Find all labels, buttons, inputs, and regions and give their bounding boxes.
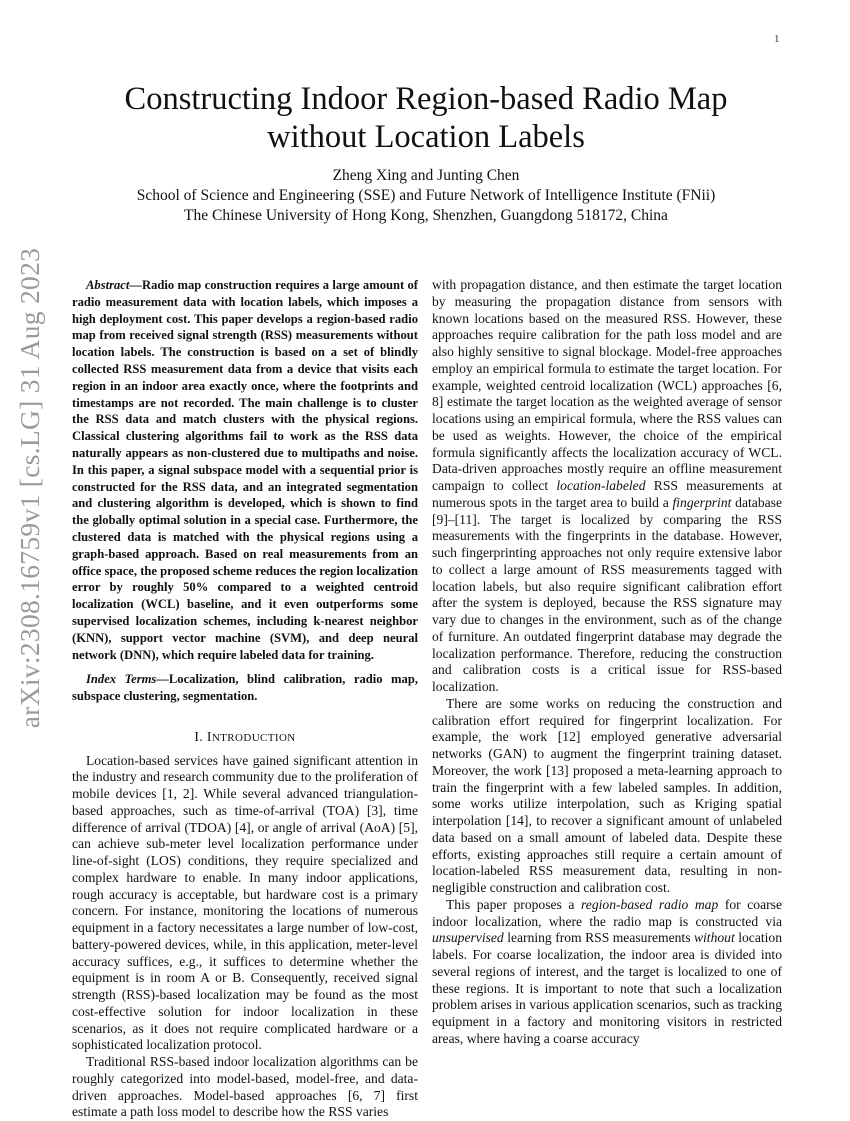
- intro-paragraph-1: Location-based services have gained significant attention in the industry and research community due to the proliferation of mobile devices [1, 2]. While several advanced triangulation-based approaches, such as time-of-arrival (TOA) [3], time difference of arrival (TDOA) [4], or angle of arrival (AoA) [5], can achieve sub-meter level localization performance under line-of-sight (LOS) conditions, they require specialized and complex hardware to enable. In many indoor applications, rough accuracy is acceptable, but hardware cost is a primary concern. For instance, monitoring the locations of numerous equipment in a factory necessitates a large number of low-cost, battery-powered devices, while, in this application, meter-level accuracy suffices, e.g., it suffices to determine whether the equipment is in room A or B. Consequently, received signal strength (RSS)-based localization may be found as the most cost-effective solution for indoor localization in these scenarios, as it does not require complicated hardware or a sophisticated localization protocol.: [72, 752, 418, 1053]
- intro-paragraph-2: Traditional RSS-based indoor localization algorithms can be roughly categorized into model-based, model-free, and data-driven approaches. Model-based approaches [6, 7] first estimate a path loss model to describe how the RSS varies: [72, 1054, 418, 1120]
- abstract: [72, 277, 418, 663]
- emphasis: unsupervised: [432, 930, 504, 946]
- title-line-2: without Location Labels: [267, 119, 585, 155]
- text-run: location labels. For coarse localization, the indoor area is divided into several regions of interest, and the target is localized to one of these regions. It is important to note that such a localization problem arises in various application scenarios, such as tracking equipment in a factory and monitoring visitors in restricted areas, where having a coarse accuracy: [432, 930, 782, 1046]
- left-column: [72, 277, 418, 1121]
- abstract-dash: —: [129, 278, 142, 292]
- text-run: This paper proposes a: [446, 896, 582, 912]
- author-block: [70, 166, 782, 226]
- abstract-label: Abstract: [86, 278, 130, 292]
- text-run: with propagation distance, and then estimate the target location by measuring the propagation distance from sensors with known locations based on the measured RSS. However, these approaches require calibration for the path loss model and are also highly sensitive to signal blockage. Model-free approaches employ an empirical formula to estimate the target location. For example, weighted centroid localization (WCL) approaches [6, 8] estimate the target location as the weighted average of sensor locations using an empirical formula, where the RSS values can be used as weights. However, the choice of the empirical formula significantly affects the localization accuracy of WCL. Data-driven approaches mostly require an offline measurement campaign to collect: [432, 277, 782, 493]
- page-number: 1: [774, 33, 780, 45]
- affiliation-line-2: The Chinese University of Hong Kong, Shenzhen, Guangdong 518172, China: [184, 207, 668, 224]
- intro-paragraph-4: [432, 897, 782, 1048]
- index-terms-label: Index Terms: [86, 672, 157, 687]
- intro-paragraph-3: There are some works on reducing the construction and calibration effort required for fingerprint localization. For example, the work [12] employed generative adversarial networks (GAN) to augment the fingerprint training dataset. Moreover, the work [13] proposed a meta-learning approach to train the fingerprint with a few labeled samples. In addition, some works utilize interpolation, such as Kriging spatial interpolation [14], to recover a significant amount of unlabeled data based on a small amount of labeled data. Despite these efforts, existing approaches still require a certain amount of location-labeled RSS measurement data, resulting in non-negligible construction and calibration cost.: [432, 695, 782, 895]
- emphasis: region-based radio map: [581, 896, 719, 912]
- text-run: learning from RSS measurements: [503, 930, 694, 946]
- arxiv-stamp: arXiv:2308.16759v1 [cs.LG] 31 Aug 2023: [14, 247, 45, 729]
- authors: Zheng Xing and Junting Chen: [332, 167, 520, 184]
- section-heading-introduction: [72, 729, 418, 747]
- text-run: database [9]–[11]. The target is localized by comparing the RSS measurements with the fingerprints in the database. However, such fingerprinting approaches not only require extensive labor to collect a large amount of RSS measurements tagged with location labels, but also require significant calibration effort after the system is deployed, because the RSS signature may vary due to changes in the environment, such as of the change of furniture. An outdated fingerprint database may degrade the localization performance. Therefore, reducing the construction and calibration costs is a critical issue for RSS-based localization.: [432, 494, 782, 694]
- section-heading-rest: NTRODUCTION: [211, 731, 296, 744]
- intro-paragraph-2-continued: [432, 277, 782, 696]
- right-column: [432, 277, 782, 1048]
- abstract-text: Radio map construction requires a large amount of radio measurement data with location labels, which imposes a high deployment cost. This paper develops a region-based radio map from received signal strength (RSS) measurements without location labels. The construction is based on a set of blindly collected RSS measurement data from a device that visits each region in an indoor area exactly once, where the footprints and timestamps are not recorded. The main challenge is to cluster the RSS data and match clusters with the physical regions. Classical clustering algorithms fail to work as the RSS data naturally appears as non-clustered due to multipaths and noise. In this paper, a signal subspace model with a sequential prior is constructed for the RSS data, and an integrated segmentation and clustering algorithm is developed, which is shown to find the globally optimal solution in a special case. Furthermore, the clustered data is matched with the physical regions using a graph-based approach. Based on real measurements from an office space, the proposed scheme reduces the region localization error by roughly 50% compared to a weighted centroid localization (WCL) baseline, and it even outperforms some supervised localization schemes, including k-nearest neighbor (KNN), support vector machine (SVM), and deep neural network (DNN), which require labeled data for training.: [72, 278, 418, 662]
- affiliation-line-1: School of Science and Engineering (SSE) and Future Network of Intelligence Institute (FNii): [136, 187, 716, 204]
- text-run: for coarse indoor localization, where the radio map is constructed via: [432, 896, 782, 929]
- text-run: RSS measurements at numerous spots in the target area to build a: [432, 478, 783, 510]
- emphasis: location-labeled: [556, 478, 646, 493]
- index-terms-dash: —: [156, 672, 169, 687]
- section-heading-first: I: [206, 728, 212, 744]
- index-terms: [72, 671, 418, 705]
- index-terms-text: Localization, blind calibration, radio map, subspace clustering, segmentation.: [72, 672, 418, 704]
- title-line-1: Constructing Indoor Region-based Radio Map: [124, 81, 728, 117]
- paper-title: [70, 80, 782, 156]
- section-numeral: I.: [194, 728, 207, 744]
- emphasis: without: [693, 930, 735, 946]
- emphasis: fingerprint: [672, 494, 732, 510]
